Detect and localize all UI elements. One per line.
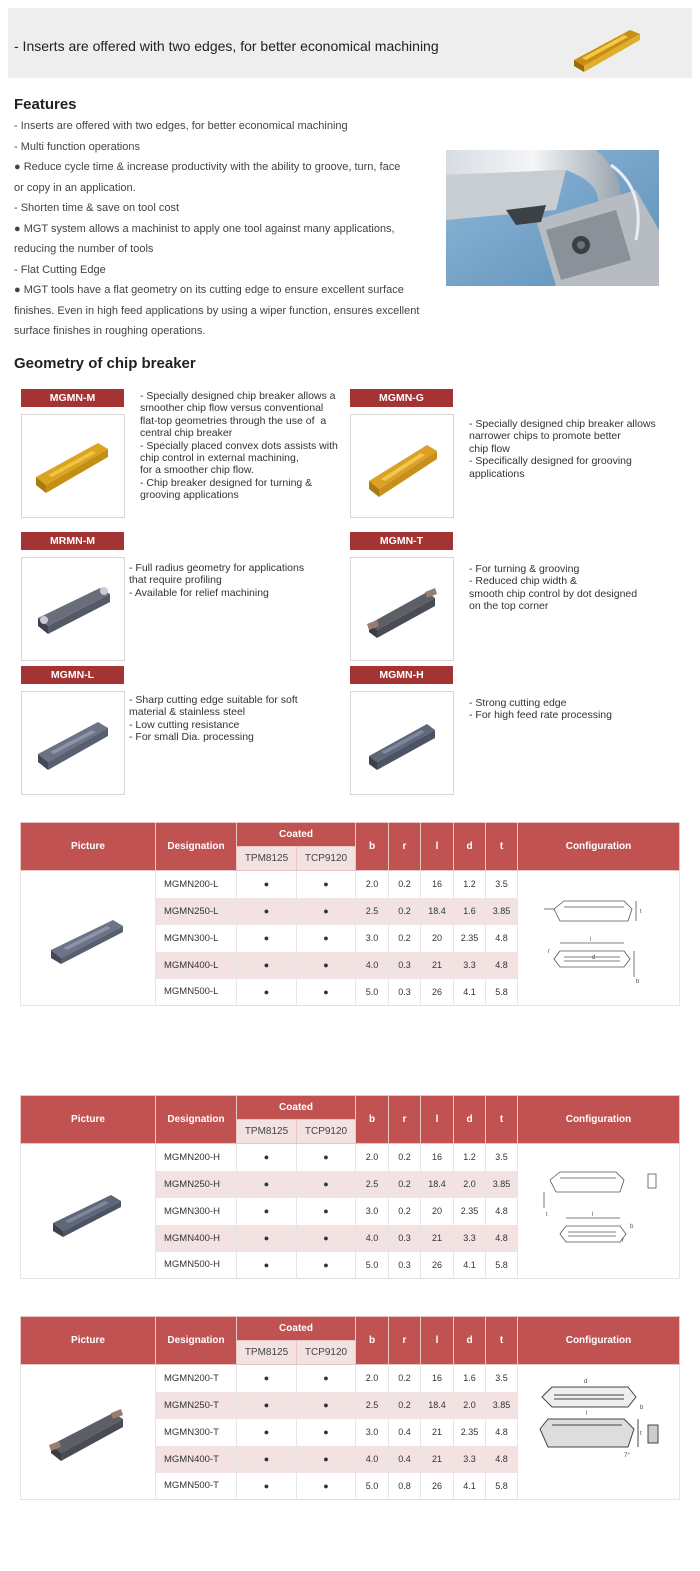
feature-line: or copy in an application.: [14, 181, 136, 194]
l-cell: 21: [421, 1419, 454, 1446]
svg-text:t: t: [545, 1212, 548, 1218]
col-header-b: b: [356, 1317, 389, 1365]
chip-breaker-image: [350, 414, 454, 518]
l-cell: 21: [421, 1225, 454, 1252]
b-cell: 3.0: [356, 925, 389, 952]
grade1-availability: ●: [237, 1392, 297, 1419]
col-header-grade1: TPM8125: [237, 847, 297, 871]
feature-line: surface finishes in roughing operations.: [14, 325, 206, 337]
r-cell: 0.3: [389, 979, 421, 1006]
b-cell: 2.0: [356, 871, 389, 898]
r-cell: 0.2: [389, 1171, 421, 1198]
l-cell: 18.4: [421, 898, 454, 925]
designation-cell: MGMN250-L: [156, 898, 237, 925]
chip-breaker-tag: MRMN-M: [21, 532, 124, 550]
b-cell: 2.5: [356, 1171, 389, 1198]
spec-table-l: [20, 822, 680, 1006]
r-cell: 0.2: [389, 1198, 421, 1225]
machining-photo: [446, 150, 659, 286]
feature-line: ● Reduce cycle time & increase productivity with the ability to groove, turn, face: [14, 161, 401, 173]
r-cell: 0.8: [389, 1473, 421, 1500]
designation-cell: MGMN400-L: [156, 952, 237, 979]
svg-text:l: l: [591, 1212, 593, 1218]
svg-text:r: r: [621, 1238, 624, 1244]
col-header-grade2: TCP9120: [297, 1341, 356, 1365]
grade1-availability: ●: [237, 1144, 297, 1171]
col-header-r: r: [389, 1096, 421, 1144]
insert-picture: [21, 1365, 156, 1500]
l-cell: 16: [421, 1144, 454, 1171]
r-cell: 0.2: [389, 1365, 421, 1392]
svg-text:t: t: [639, 909, 642, 915]
insert-picture: [21, 871, 156, 1006]
designation-cell: MGMN400-H: [156, 1225, 237, 1252]
r-cell: 0.2: [389, 1144, 421, 1171]
grade1-availability: ●: [237, 1198, 297, 1225]
col-header-b: b: [356, 823, 389, 871]
grade2-availability: ●: [297, 1144, 356, 1171]
col-header-coated: Coated: [237, 1317, 356, 1341]
top-banner: [8, 8, 692, 78]
d-cell: 4.1: [454, 1252, 486, 1279]
chip-breaker-tag: MGMN-G: [350, 389, 453, 407]
col-header-b: b: [356, 1096, 389, 1144]
t-cell: 4.8: [486, 925, 518, 952]
grade2-availability: ●: [297, 1198, 356, 1225]
b-cell: 5.0: [356, 979, 389, 1006]
l-cell: 26: [421, 1473, 454, 1500]
d-cell: 1.6: [454, 898, 486, 925]
col-header-picture: Picture: [21, 823, 156, 871]
spec-table-t: [20, 1316, 680, 1500]
geometry-title: Geometry of chip breaker: [14, 355, 196, 372]
svg-text:b: b: [629, 1224, 633, 1230]
b-cell: 4.0: [356, 952, 389, 979]
feature-line: - Shorten time & save on tool cost: [14, 202, 180, 214]
chip-breaker-tag: MGMN-L: [21, 666, 124, 684]
d-cell: 1.2: [454, 1144, 486, 1171]
col-header-designation: Designation: [156, 1317, 237, 1365]
t-cell: 5.8: [486, 1252, 518, 1279]
grade2-availability: ●: [297, 1171, 356, 1198]
r-cell: 0.3: [389, 1225, 421, 1252]
col-header-designation: Designation: [156, 823, 237, 871]
grade2-availability: ●: [297, 979, 356, 1006]
col-header-r: r: [389, 823, 421, 871]
chip-breaker-image: [350, 557, 454, 661]
features-title: Features: [14, 96, 77, 113]
r-cell: 0.3: [389, 1252, 421, 1279]
b-cell: 2.0: [356, 1144, 389, 1171]
t-cell: 3.85: [486, 898, 518, 925]
grade1-availability: ●: [237, 898, 297, 925]
grade1-availability: ●: [237, 1252, 297, 1279]
l-cell: 16: [421, 871, 454, 898]
b-cell: 2.5: [356, 1392, 389, 1419]
l-cell: 18.4: [421, 1392, 454, 1419]
designation-cell: MGMN250-T: [156, 1392, 237, 1419]
b-cell: 2.5: [356, 898, 389, 925]
r-cell: 0.2: [389, 1392, 421, 1419]
chip-breaker-description: - Specially designed chip breaker allows a smoother chip flow versus conventional flat-top geometries through the use of a central chip breaker - Specially placed convex dots assists with chip control in external machining, for a smoother chip flow. - Chip breaker designed for turning & grooving applications: [140, 390, 338, 502]
r-cell: 0.2: [389, 898, 421, 925]
svg-text:b: b: [639, 1405, 643, 1411]
feature-line: - Inserts are offered with two edges, for better economical machining: [14, 120, 348, 132]
r-cell: 0.4: [389, 1446, 421, 1473]
chip-breaker-description: - Full radius geometry for applications that require profiling - Available for relief machining: [129, 562, 305, 599]
insert-picture: [21, 1144, 156, 1279]
grade2-availability: ●: [297, 1252, 356, 1279]
r-cell: 0.3: [389, 952, 421, 979]
col-header-grade1: TPM8125: [237, 1341, 297, 1365]
designation-cell: MGMN500-T: [156, 1473, 237, 1500]
col-header-t: t: [486, 1096, 518, 1144]
d-cell: 3.3: [454, 952, 486, 979]
configuration-drawing: [518, 1144, 680, 1279]
d-cell: 3.3: [454, 1225, 486, 1252]
b-cell: 5.0: [356, 1252, 389, 1279]
designation-cell: MGMN300-T: [156, 1419, 237, 1446]
l-cell: 20: [421, 925, 454, 952]
d-cell: 4.1: [454, 1473, 486, 1500]
b-cell: 2.0: [356, 1365, 389, 1392]
chip-breaker-description: - For turning & grooving - Reduced chip width & smooth chip control by dot designed on the top corner: [469, 563, 638, 613]
t-cell: 4.8: [486, 1225, 518, 1252]
r-cell: 0.2: [389, 871, 421, 898]
svg-text:l: l: [589, 937, 591, 943]
l-cell: 21: [421, 1446, 454, 1473]
grade2-availability: ●: [297, 1419, 356, 1446]
grade2-availability: ●: [297, 925, 356, 952]
col-header-configuration: Configuration: [518, 1317, 680, 1365]
t-cell: 3.5: [486, 1144, 518, 1171]
t-cell: 4.8: [486, 1446, 518, 1473]
grade1-availability: ●: [237, 1419, 297, 1446]
chip-breaker-description: - Strong cutting edge - For high feed rate processing: [469, 697, 612, 722]
chip-breaker-image: [350, 691, 454, 795]
grade2-availability: ●: [297, 1473, 356, 1500]
grade2-availability: ●: [297, 952, 356, 979]
feature-line: - Flat Cutting Edge: [14, 263, 106, 276]
designation-cell: MGMN300-L: [156, 925, 237, 952]
feature-line: reducing the number of tools: [14, 243, 154, 255]
col-header-grade2: TCP9120: [297, 1120, 356, 1144]
chip-breaker-tag: MGMN-H: [350, 666, 453, 684]
t-cell: 3.5: [486, 1365, 518, 1392]
r-cell: 0.2: [389, 925, 421, 952]
b-cell: 5.0: [356, 1473, 389, 1500]
designation-cell: MGMN200-T: [156, 1365, 237, 1392]
l-cell: 26: [421, 1252, 454, 1279]
chip-breaker-description: - Specially designed chip breaker allows narrower chips to promote better chip flow - Specifically designed for grooving applications: [469, 418, 656, 480]
chip-breaker-description: - Sharp cutting edge suitable for soft material & stainless steel - Low cutting resistance - For small Dia. processing: [129, 694, 298, 744]
l-cell: 18.4: [421, 1171, 454, 1198]
col-header-coated: Coated: [237, 823, 356, 847]
feature-line: ● MGT tools have a flat geometry on its cutting edge to ensure excellent surface: [14, 284, 404, 296]
col-header-picture: Picture: [21, 1317, 156, 1365]
col-header-picture: Picture: [21, 1096, 156, 1144]
d-cell: 1.6: [454, 1365, 486, 1392]
d-cell: 2.35: [454, 1419, 486, 1446]
designation-cell: MGMN300-H: [156, 1198, 237, 1225]
t-cell: 3.85: [486, 1392, 518, 1419]
t-cell: 4.8: [486, 952, 518, 979]
designation-cell: MGMN250-H: [156, 1171, 237, 1198]
chip-breaker-image: [21, 557, 125, 661]
configuration-drawing: [518, 1365, 680, 1500]
chip-breaker-tag: MGMN-T: [350, 532, 453, 550]
designation-cell: MGMN400-T: [156, 1446, 237, 1473]
t-cell: 5.8: [486, 979, 518, 1006]
col-header-t: t: [486, 1317, 518, 1365]
col-header-r: r: [389, 1317, 421, 1365]
features-list: [14, 116, 444, 342]
l-cell: 21: [421, 952, 454, 979]
col-header-designation: Designation: [156, 1096, 237, 1144]
t-cell: 3.85: [486, 1171, 518, 1198]
col-header-configuration: Configuration: [518, 823, 680, 871]
grade1-availability: ●: [237, 1473, 297, 1500]
chip-breaker-image: [21, 691, 125, 795]
grade2-availability: ●: [297, 871, 356, 898]
d-cell: 2.0: [454, 1392, 486, 1419]
col-header-l: l: [421, 1096, 454, 1144]
t-cell: 3.5: [486, 871, 518, 898]
chip-breaker-tag: MGMN-M: [21, 389, 124, 407]
grade1-availability: ●: [237, 1171, 297, 1198]
col-header-configuration: Configuration: [518, 1096, 680, 1144]
d-cell: 2.35: [454, 925, 486, 952]
d-cell: 3.3: [454, 1446, 486, 1473]
d-cell: 2.35: [454, 1198, 486, 1225]
t-cell: 4.8: [486, 1419, 518, 1446]
feature-line: - Multi function operations: [14, 140, 140, 153]
grade1-availability: ●: [237, 1365, 297, 1392]
b-cell: 3.0: [356, 1198, 389, 1225]
grade1-availability: ●: [237, 871, 297, 898]
spec-table-h: [20, 1095, 680, 1279]
svg-text:l: l: [585, 1411, 587, 1417]
grade1-availability: ●: [237, 979, 297, 1006]
col-header-grade1: TPM8125: [237, 1120, 297, 1144]
svg-text:t: t: [639, 1431, 642, 1437]
l-cell: 16: [421, 1365, 454, 1392]
grade1-availability: ●: [237, 1225, 297, 1252]
d-cell: 1.2: [454, 871, 486, 898]
svg-text:d: d: [583, 1379, 587, 1385]
l-cell: 20: [421, 1198, 454, 1225]
col-header-grade2: TCP9120: [297, 847, 356, 871]
svg-text:r: r: [547, 949, 550, 955]
grade2-availability: ●: [297, 1225, 356, 1252]
col-header-d: d: [454, 1096, 486, 1144]
t-cell: 4.8: [486, 1198, 518, 1225]
b-cell: 4.0: [356, 1446, 389, 1473]
designation-cell: MGMN500-L: [156, 979, 237, 1006]
d-cell: 4.1: [454, 979, 486, 1006]
b-cell: 3.0: [356, 1419, 389, 1446]
grade2-availability: ●: [297, 1446, 356, 1473]
feature-line: ● MGT system allows a machinist to apply one tool against many applications,: [14, 222, 395, 235]
chip-breaker-image: [21, 414, 125, 518]
l-cell: 26: [421, 979, 454, 1006]
designation-cell: MGMN200-H: [156, 1144, 237, 1171]
b-cell: 4.0: [356, 1225, 389, 1252]
banner-text: - Inserts are offered with two edges, for better economical machining: [14, 38, 439, 54]
col-header-l: l: [421, 823, 454, 871]
grade1-availability: ●: [237, 952, 297, 979]
svg-text:d: d: [591, 955, 595, 961]
designation-cell: MGMN200-L: [156, 871, 237, 898]
grade1-availability: ●: [237, 925, 297, 952]
gold-insert-image: [568, 20, 648, 76]
grade2-availability: ●: [297, 1392, 356, 1419]
designation-cell: MGMN500-H: [156, 1252, 237, 1279]
col-header-t: t: [486, 823, 518, 871]
grade1-availability: ●: [237, 1446, 297, 1473]
col-header-d: d: [454, 1317, 486, 1365]
grade2-availability: ●: [297, 898, 356, 925]
d-cell: 2.0: [454, 1171, 486, 1198]
col-header-coated: Coated: [237, 1096, 356, 1120]
t-cell: 5.8: [486, 1473, 518, 1500]
col-header-d: d: [454, 823, 486, 871]
grade2-availability: ●: [297, 1365, 356, 1392]
feature-line: finishes. Even in high feed applications by using a wiper function, ensures excellent: [14, 304, 420, 317]
svg-text:b: b: [635, 979, 639, 985]
col-header-l: l: [421, 1317, 454, 1365]
svg-text:7°: 7°: [623, 1453, 630, 1459]
configuration-drawing: [518, 871, 680, 1006]
r-cell: 0.4: [389, 1419, 421, 1446]
